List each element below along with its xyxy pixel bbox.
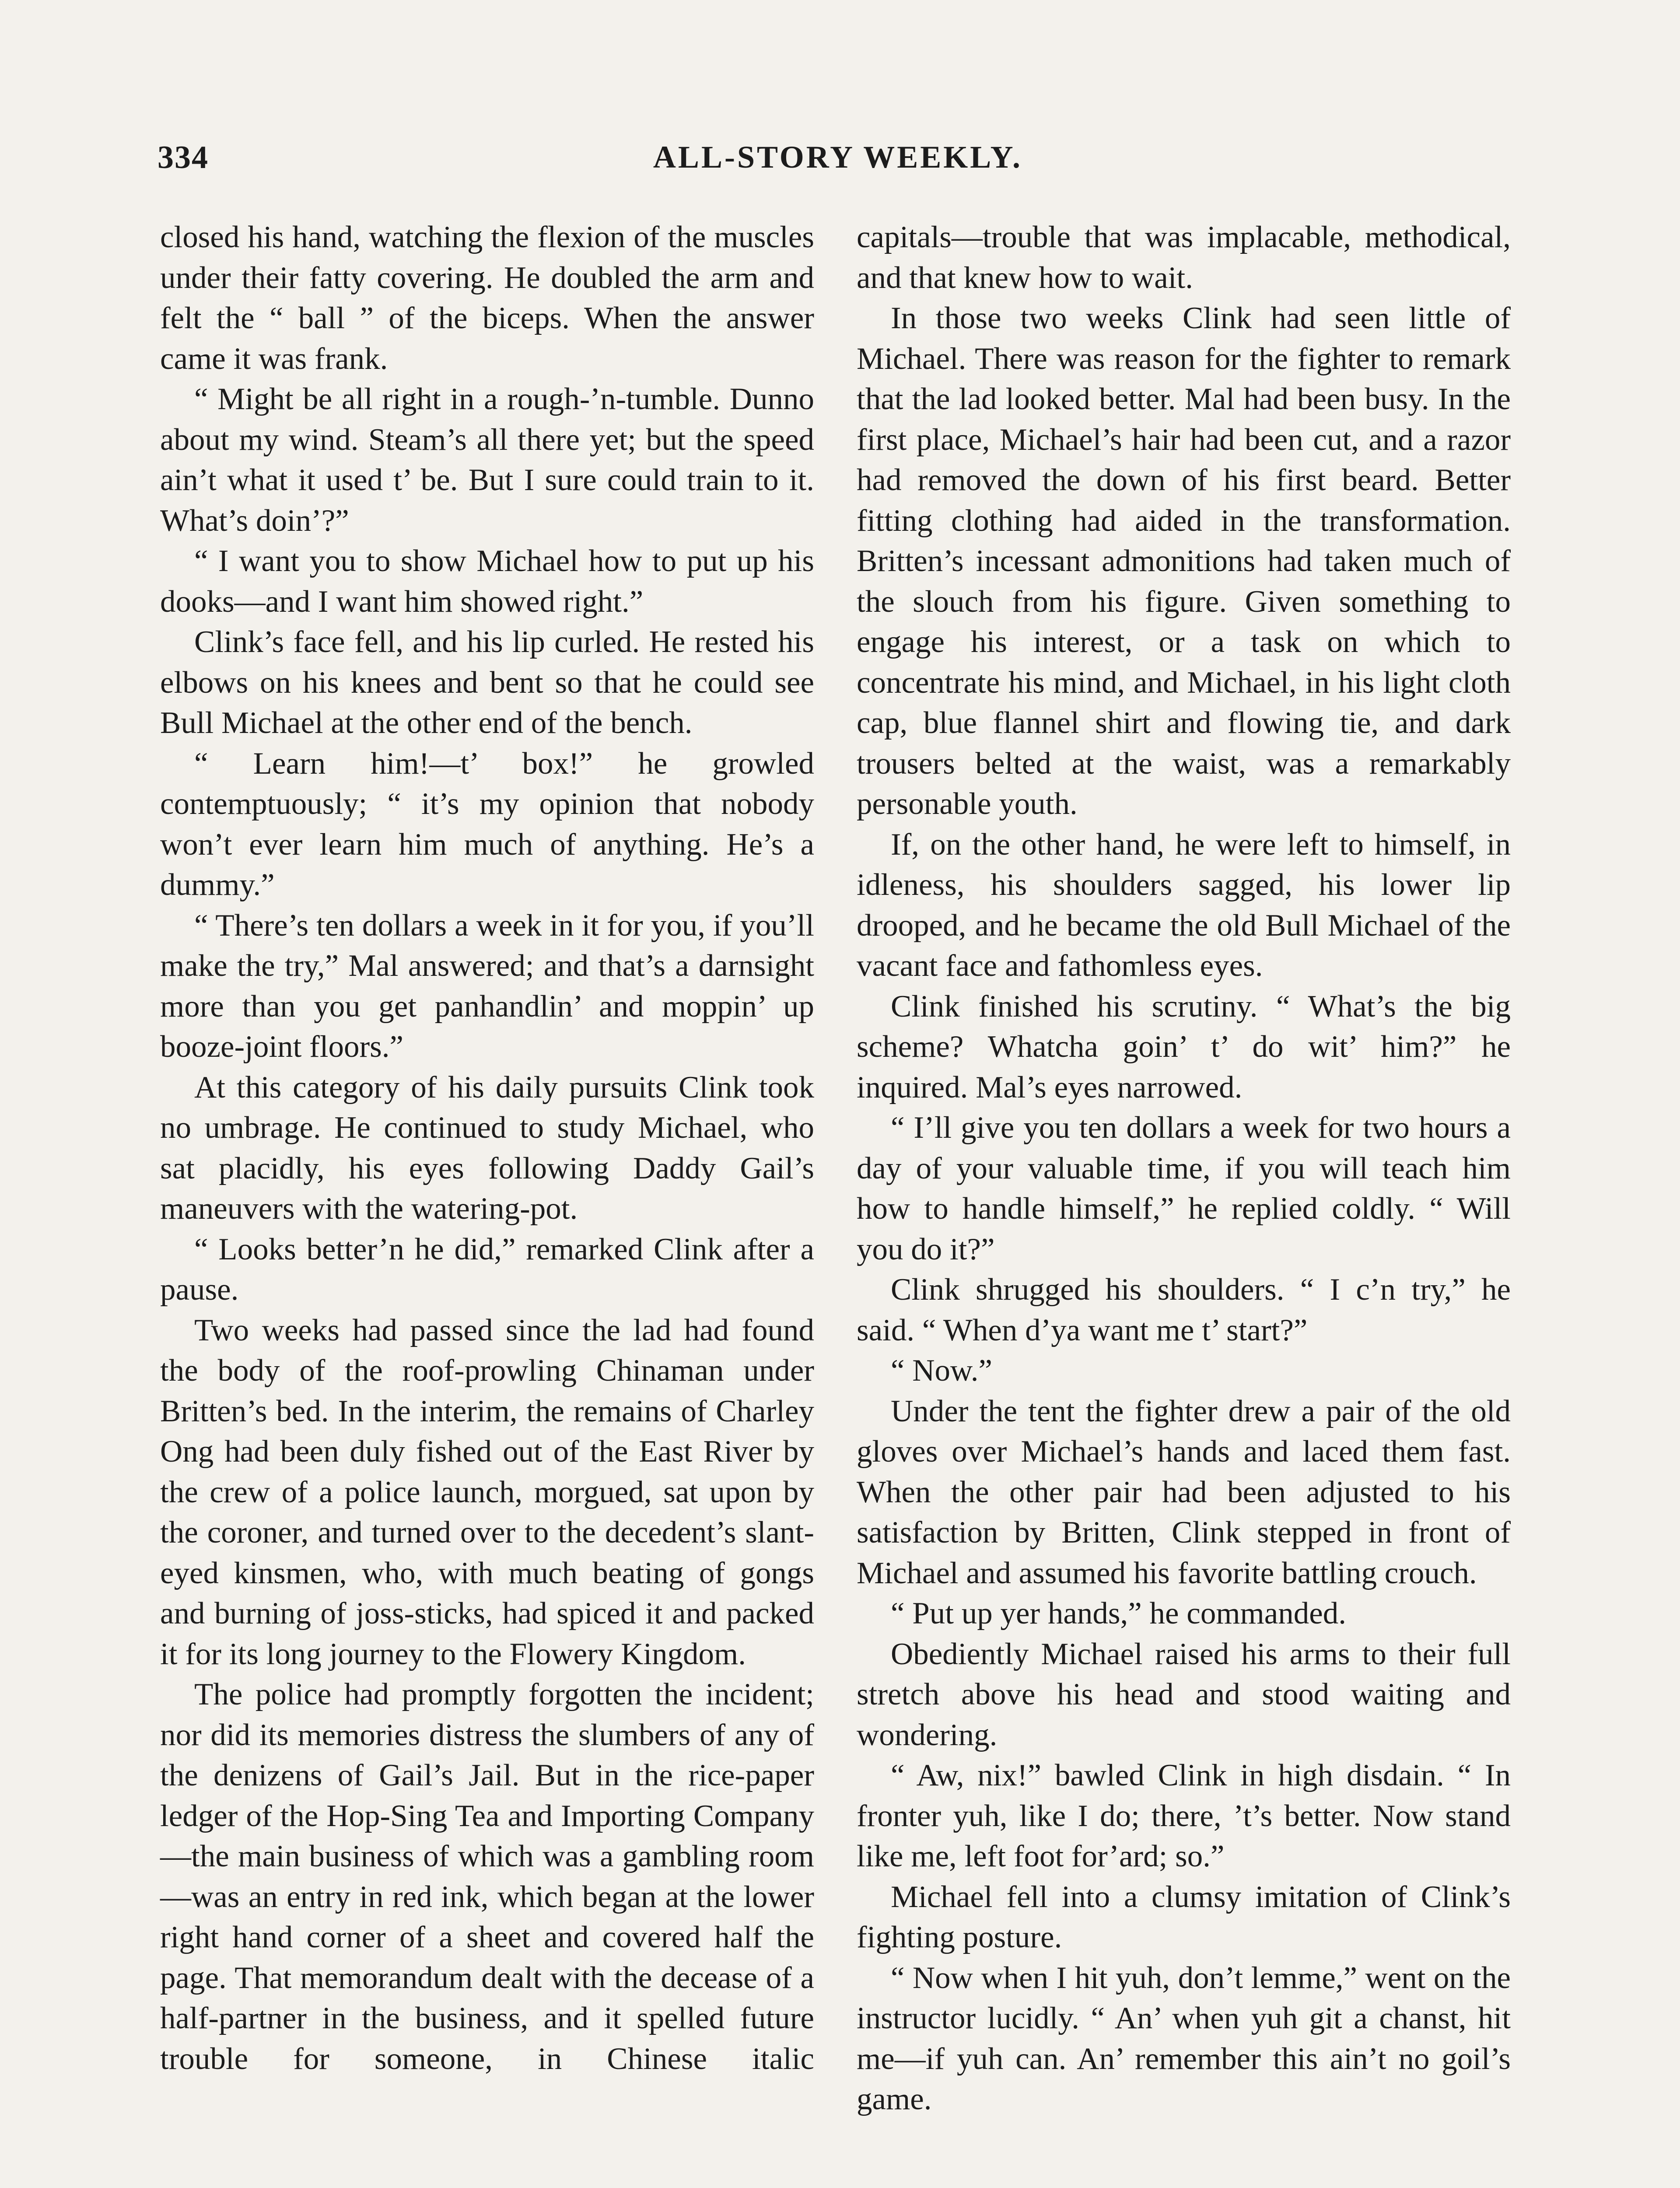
paragraph: “ Learn him!—t’ box!” he growled contemptuously; “ it’s my opinion that nobody won’t ever learn him much of anything. He’s a dummy.” <box>160 746 814 902</box>
paragraph: “ Now.” <box>891 1353 992 1388</box>
paragraph: Obediently Michael raised his arms to their full stretch above his head and stood waiting and wondering. <box>857 1637 1511 1752</box>
paragraph: In those two weeks Clink had seen little of Michael. There was reason for the fighter to remark that the lad looked better. Mal had been busy. In the first place, Michael’s hair had been cut, and a razor had removed the down of his first beard. Better fitting clothing had aided in the transformation. Britten’s incessant admonitions had taken much of the slouch from his figure. Given something to engage his interest, or a task on which to concentrate his mind, and Michael, in his light cloth cap, blue flannel shirt and flowing tie, and dark trousers belted at the waist, was a remarkably personable youth. <box>857 301 1511 821</box>
paragraph: “ Looks better’n he did,” remarked Clink after a pause. <box>160 1232 814 1307</box>
paragraph: “ I want you to show Michael how to put up his dooks—and I want him showed right.” <box>160 544 814 619</box>
paragraph: “ I’ll give you ten dollars a week for two hours a day of your valuable time, if you will teach him how to handle himself,” he replied coldly. “ Will you do it?” <box>857 1111 1511 1266</box>
paragraph: “ Now when I hit yuh, don’t lemme,” went on the instructor lucidly. “ An’ when yuh git a chanst, hit me—if yuh can. An’ remember this ain’t no goil’s game. <box>857 1960 1511 2116</box>
left-column <box>160 217 814 2079</box>
paragraph: Two weeks had passed since the lad had found the body of the roof-prowling Chinaman under Britten’s bed. In the interim, the remains of Charley Ong had been duly fished out of the East River by the crew of a police launch, morgued, sat upon by the coroner, and turned over to the decedent’s slant-eyed kinsmen, who, with much beating of gongs and burning of joss-sticks, had spiced it and packed it for its long journey to the Flowery Kingdom. <box>160 1313 814 1671</box>
paragraph: The police had promptly forgotten the incident; nor did its memories distress the slumbers of any of the denizens of Gail’s Jail. But in the rice-paper ledger of the Hop-Sing Tea and Importing Company—the main business of which was a gambling room—was an entry in red ink, which began at the lower right hand corner of a sheet and covered half the page. That memorandum dealt with the decease of a half-partner in the business, and it spelled future trouble for someone, in Chinese italic <box>160 1677 814 2076</box>
paragraph: At this category of his daily pursuits Clink took no umbrage. He continued to study Michael, who sat placidly, his eyes following Daddy Gail’s maneuvers with the watering-pot. <box>160 1070 814 1226</box>
paragraph: “ Put up yer hands,” he commanded. <box>891 1596 1347 1630</box>
paragraph: Clink finished his scrutiny. “ What’s the big scheme? Whatcha goin’ t’ do wit’ him?” he inquired. Mal’s eyes narrowed. <box>857 989 1511 1105</box>
paragraph: capitals—trouble that was implacable, methodical, and that knew how to wait. <box>857 220 1511 295</box>
paragraph: “ Might be all right in a rough-’n-tumble. Dunno about my wind. Steam’s all there yet; but the speed ain’t what it used t’ be. But I sure could train to it. What’s doin’?” <box>160 382 814 538</box>
right-column <box>857 217 1511 2120</box>
paragraph: closed his hand, watching the flexion of the muscles under their fatty covering. He doubled the arm and felt the “ ball ” of the biceps. When the answer came it was frank. <box>160 220 814 376</box>
running-head: ALL-STORY WEEKLY. <box>653 140 1023 175</box>
paragraph: Clink shrugged his shoulders. “ I c’n try,” he said. “ When d’ya want me t’ start?” <box>857 1273 1511 1347</box>
paragraph: If, on the other hand, he were left to himself, in idleness, his shoulders sagged, his lower lip drooped, and he became the old Bull Michael of the vacant face and fathomless eyes. <box>857 827 1511 983</box>
page-header <box>158 139 1518 187</box>
paragraph: Clink’s face fell, and his lip curled. He rested his elbows on his knees and bent so that he could see Bull Michael at the other end of the bench. <box>160 625 814 740</box>
paragraph: Under the tent the fighter drew a pair of the old gloves over Michael’s hands and laced them fast. When the other pair had been adjusted to his satisfaction by Britten, Clink stepped in front of Michael and assumed his favorite battling crouch. <box>857 1394 1511 1590</box>
paragraph: Michael fell into a clumsy imitation of Clink’s fighting posture. <box>857 1879 1511 1954</box>
paragraph: “ There’s ten dollars a week in it for you, if you’ll make the try,” Mal answered; and that’s a darnsight more than you get panhandlin’ and moppin’ up booze-joint floors.” <box>160 908 814 1064</box>
paragraph: “ Aw, nix!” bawled Clink in high disdain. “ In fronter yuh, like I do; there, ’t’s better. Now stand like me, left foot for’ard; so.” <box>857 1758 1511 1873</box>
page-number: 334 <box>158 140 209 175</box>
